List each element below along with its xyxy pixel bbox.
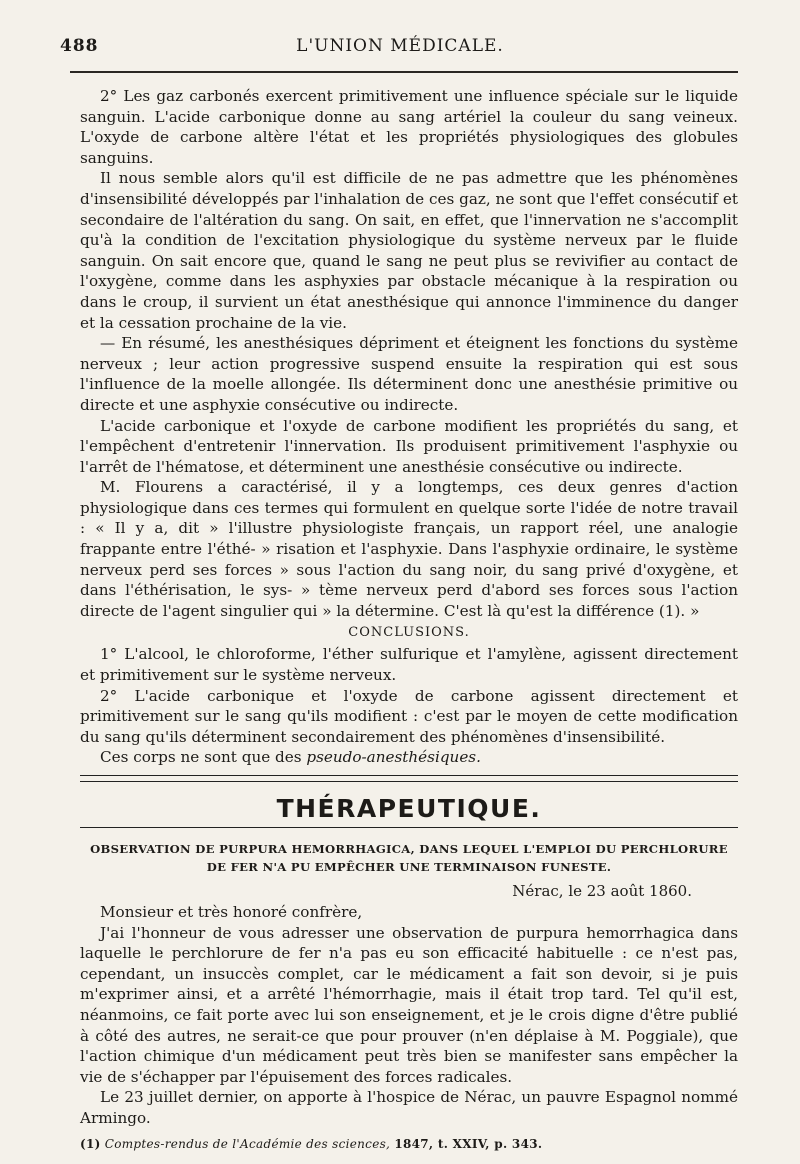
conclusions-heading: CONCLUSIONS. [348,625,470,641]
conclusion-final-text: Ces corps ne sont que des [100,748,307,767]
footnote-marker: (1) [80,1136,101,1151]
dateline: Nérac, le 23 août 1860. [512,882,692,900]
conclusion-item: 2° L'acide carbonique et l'oxyde de carbone agissent directement et primitivement sur le sang qu'ils modifient : c'est par le moyen de cette modification du sang qu'ils déterminent secondairement des phénomènes d'insensibilité. [80,686,738,746]
journal-title: L'UNION MÉDICALE. [296,36,504,56]
paragraph: J'ai l'honneur de vous adresser une observation de purpura hemorrhagica dans laquelle le perchlorure de fer n'a pas eu son efficacité habituelle : ce n'est pas, cependant, un insuccès complet, car le médicament a fait son devoir, si je puis m'exprimer ainsi, et a arrêté l'hémorrhagie, mais il était trop tard. Tel qu'il est, néanmoins, ce fait porte avec lui son enseignement, et je le crois digne d'être publié à côté des autres, ne serait-ce que pour prouver (n'en déplaise à M. Poggiale), que l'action chimique d'un médicament peut très bien se manifester sans empêcher la vie de s'échapper par l'épuisement des forces radicales. [80,923,738,1086]
paragraph: L'acide carbonique et l'oxyde de carbone modifient les propriétés du sang, et l'empêchent d'entretenir l'innervation. Ils produisent primitivement l'asphyxie ou l'arrêt de l'hématose, et déterminent une anesthésie consécutive ou indirecte. [80,416,738,476]
page-body [80,86,738,1151]
salutation: Monsieur et très honoré confrère, [100,903,363,921]
paragraph: M. Flourens a caractérisé, il y a longtemps, ces deux genres d'action physiologique dans ces termes qui formulent en quelque sorte l'idée de notre travail : « Il y a, dit » l'illustre physiologiste français, un rapport réel, une analogie frappante entre l'éthé- » risation et l'asphyxie. Dans l'asphyxie ordinaire, le système nerveux perd ses forces » sous l'action du sang noir, du sang privé d'oxygène, et dans l'éthérisation, le sys- » tème nerveux perd d'abord ses forces sous l'action directe de l'agent singulier qui » la détermine. C'est là qu'est la différence (1). » [80,478,738,620]
footnote-source: Comptes-rendus de l'Académie des sciences, [104,1136,391,1151]
paragraph: 2° Les gaz carbonés exercent primitivement une influence spéciale sur le liquide sanguin. L'acide carbonique donne au sang artériel la couleur du sang veineux. L'oxyde de carbone altère l'état et les propriétés physiologiques des globules sanguins. [80,87,738,167]
paragraph: Il nous semble alors qu'il est difficile de ne pas admettre que les phénomènes d'insensibilité développés par l'inhalation de ces gaz, ne sont que l'effet consécutif et secondaire de l'altération du sang. On sait, en effet, que l'innervation ne s'accomplit qu'à la condition de l'excitation physiologique du système nerveux par le fluide sanguin. On sait encore que, quand le sang ne peut plus se revivifier au contact de l'oxygène, comme dans les asphyxies par obstacle mécanique à la respiration ou dans le croup, il survient un état anesthésique qui annonce l'imminence du danger et la cessation prochaine de la vie. [80,169,738,332]
section-divider [80,775,738,782]
paragraph: Le 23 juillet dernier, on apporte à l'hospice de Nérac, un pauvre Espagnol nommé Armingo. [80,1088,738,1127]
paragraph: — En résumé, les anesthésiques dépriment et éteignent les fonctions du système nerveux ; leur action progressive suspend ensuite la respiration qui est sous l'influence de la moelle allongée. Ils déterminent donc une anesthésie primitive ou directe et une asphyxie consécutive ou indirecte. [80,334,738,414]
conclusion-final-emph: pseudo-anesthésiques. [306,748,481,767]
footnote-ref: 1847, t. XXIV, p. 343. [394,1136,543,1151]
footnote [80,1137,738,1151]
section-title: THÉRAPEUTIQUE. [276,794,542,823]
article-title: OBSERVATION DE PURPURA HEMORRHAGICA, DANS LEQUEL L'EMPLOI DU PERCHLORURE DE FER N'A PU EMPÊCHER UNE TERMINAISON FUNESTE. [90,842,728,874]
page-number: 488 [60,36,99,56]
page-header [60,36,740,62]
header-rule [70,71,738,73]
section-title-rule [80,827,738,828]
conclusion-item: 1° L'alcool, le chloroforme, l'éther sulfurique et l'amylène, agissent directement et primitivement sur le système nerveux. [80,645,738,685]
conclusion-final [80,747,738,768]
